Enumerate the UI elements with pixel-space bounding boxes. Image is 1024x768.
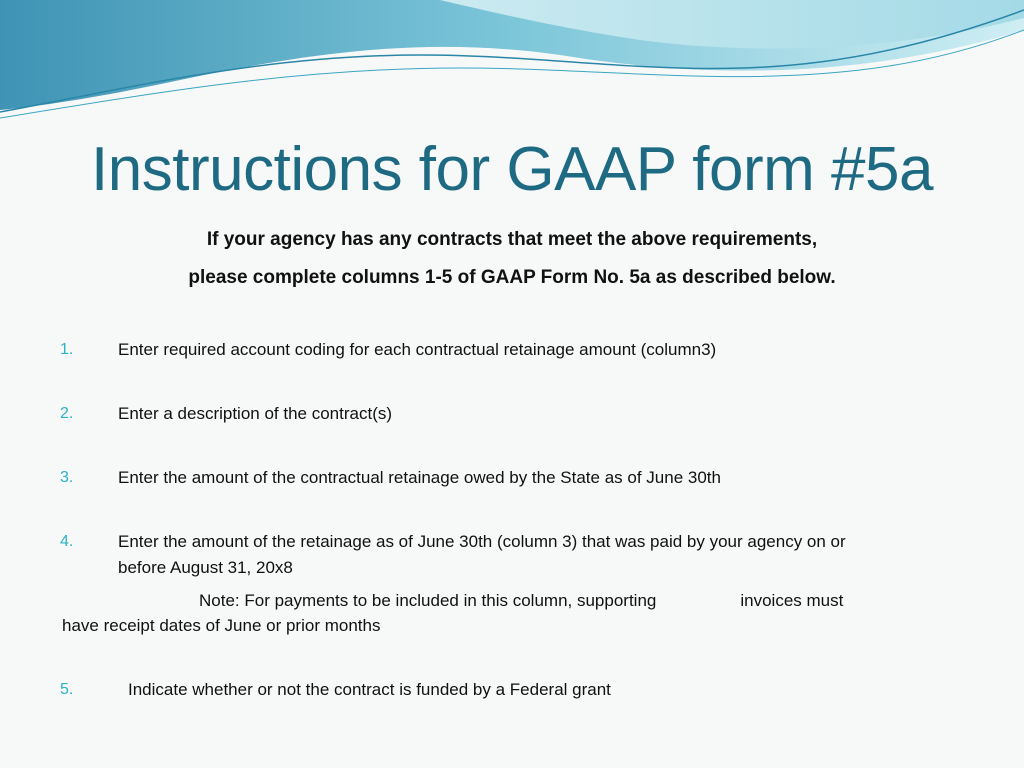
payment-note xyxy=(62,588,962,638)
list-item-number: 2. xyxy=(60,405,74,422)
note-line-2: have receipt dates of June or prior months xyxy=(62,616,381,635)
list-item-text: Indicate whether or not the contract is funded by a Federal grant xyxy=(128,680,611,699)
list-item-number: 3. xyxy=(60,469,74,486)
slide-title: Instructions for GAAP form #5a xyxy=(91,135,933,204)
list-item-number: 4. xyxy=(60,533,74,550)
header-wave-decoration xyxy=(0,0,1024,130)
subtitle-line-2: please complete columns 1-5 of GAAP Form No. 5a as described below. xyxy=(188,267,836,288)
subtitle-line-1: If your agency has any contracts that meet the above requirements, xyxy=(206,229,818,250)
note-text-part-2: invoices must xyxy=(740,591,844,610)
list-item-text-line-2: before August 31, 20x8 xyxy=(118,558,293,577)
list-item-text: Enter required account coding for each contractual retainage amount (column3) xyxy=(118,340,717,359)
note-line-1 xyxy=(62,588,962,613)
list-item-number: 1. xyxy=(60,341,74,358)
list-item-text: Enter a description of the contract(s) xyxy=(118,404,393,423)
list-item-number: 5. xyxy=(60,681,74,698)
list-item-text-line-1: Enter the amount of the retainage as of June 30th (column 3) that was paid by your agency on or xyxy=(118,532,846,551)
note-text-part-1: Note: For payments to be included in this column, supporting xyxy=(199,591,657,610)
list-item-text: Enter the amount of the contractual retainage owed by the State as of June 30th xyxy=(118,468,721,487)
